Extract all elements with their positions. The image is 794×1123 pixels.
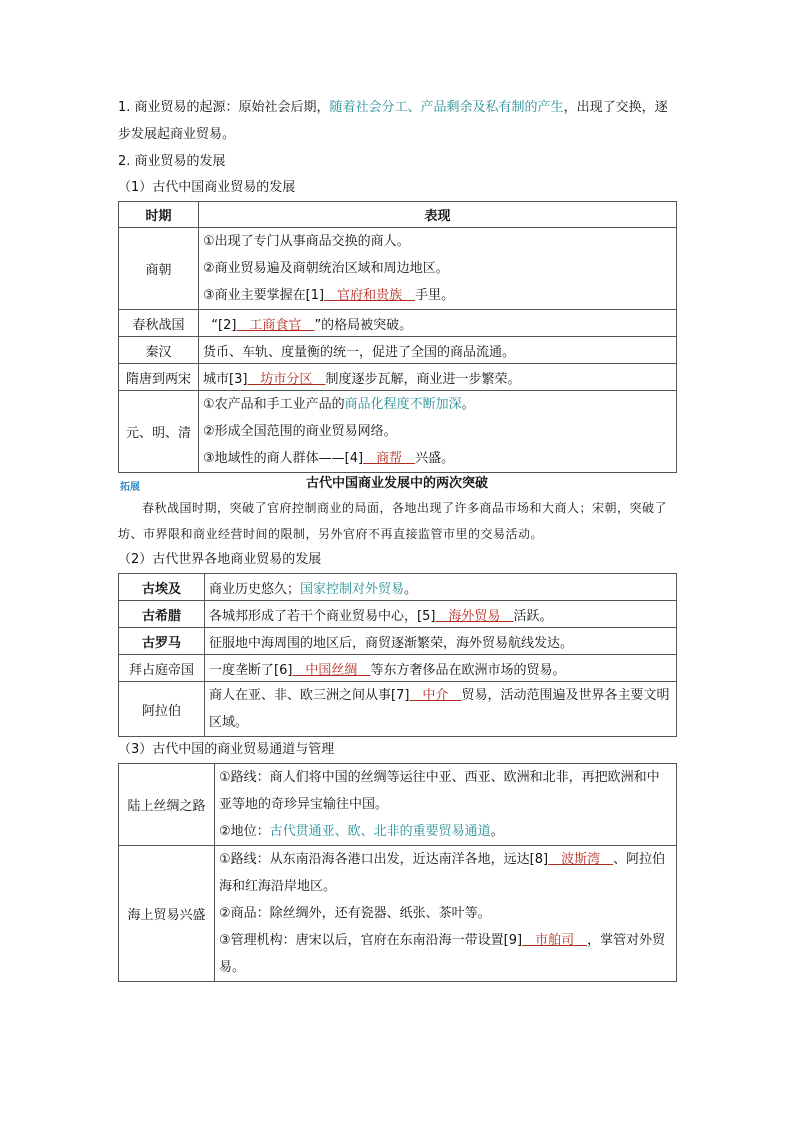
text: 古希腊 (141, 608, 181, 624)
performance-cell: 货币、车轨、度量衡的统一，促进了全国的商品流通。 (199, 337, 677, 364)
period-label: 秦汉 (119, 337, 199, 364)
origin-paragraph (118, 94, 676, 148)
text: 。 (461, 397, 475, 412)
text: ②地位： (219, 824, 270, 839)
table-row-suitang (119, 364, 677, 391)
shang-point-3 (203, 282, 672, 309)
ymq-point-3 (203, 445, 672, 472)
text: 。 (490, 824, 504, 839)
performance-cell (205, 574, 677, 601)
section-3-title: （3）古代中国的商业贸易通道与管理 (118, 742, 335, 757)
text: 制度逐步瓦解，商业进一步繁荣。 (325, 371, 521, 387)
text: 等东方奢侈品在欧洲市场的贸易。 (370, 662, 566, 678)
table-row-yuanmingqing (119, 391, 677, 473)
development-heading: 2. 商业贸易的发展 (118, 154, 226, 169)
region-label (119, 628, 205, 655)
text: 古埃及 (141, 581, 181, 597)
text: 商业历史悠久； (209, 581, 301, 597)
land-status (219, 818, 672, 845)
header-period: 时期 (119, 202, 199, 228)
section-1-title: （1）古代中国商业贸易的发展 (118, 180, 296, 195)
text: 商人在亚、非、欧三洲之间从事[7] (209, 688, 410, 703)
performance-cell (199, 310, 677, 337)
table-row-sea-trade (119, 846, 677, 982)
text: ③商业主要掌握在[1] (203, 288, 325, 303)
extension-header (118, 473, 676, 495)
answer-4: 商帮 (363, 451, 416, 466)
origin-key-point: 随着社会分工、产品剩余及私有制的产生 (329, 100, 564, 115)
shang-point-2: ②商业贸易遍及商朝统治区域和周边地区。 (203, 261, 449, 276)
channels-table (118, 763, 677, 982)
region-label: 拜占庭帝国 (119, 655, 205, 682)
extension-title: 古代中国商业发展中的两次突破 (305, 476, 488, 491)
table-row-land-silk-road (119, 764, 677, 846)
origin-text-end: ，出现了交换，逐步发展起商业贸易。 (118, 100, 668, 142)
sea-management (219, 927, 672, 981)
answer-1: 官府和贵族 (324, 288, 416, 303)
table-row-byzantine (119, 655, 677, 682)
performance-cell (205, 682, 677, 737)
channel-label: 海上贸易兴盛 (119, 846, 215, 982)
origin-text: 1. 商业贸易的起源：原始社会后期， (118, 100, 330, 115)
answer-9: 市舶司 (522, 933, 588, 948)
china-trade-table (118, 201, 677, 473)
table-row-shang (119, 228, 677, 310)
text: 各城邦形成了若干个商业贸易中心，[5] (209, 608, 436, 624)
performance-cell (199, 391, 677, 473)
region-label (119, 601, 205, 628)
text: 兴盛。 (415, 451, 455, 466)
text: 、阿拉伯海和红海沿岸地区。 (219, 852, 666, 894)
ymq-point-1 (203, 391, 672, 418)
text: ③地域性的商人群体——[4] (203, 451, 364, 466)
channel-label: 陆上丝绸之路 (119, 764, 215, 846)
key-point: 国家控制对外贸易 (300, 581, 405, 597)
table-row-chunqiu (119, 310, 677, 337)
extension-tag: 拓展 (120, 482, 140, 493)
text: 。 (404, 581, 418, 597)
table-row-arab (119, 682, 677, 737)
answer-2: 工商食官 (236, 317, 315, 333)
performance-cell (199, 364, 677, 391)
key-point: 古代贯通亚、欧、北非的重要贸易通道 (269, 824, 491, 839)
performance-cell (215, 764, 677, 846)
extension-body: 春秋战国时期，突破了官府控制商业的局面，各地出现了许多商品市场和大商人；宋朝，突破了坊、市界限和商业经营时间的限制，另外官府不再直接监管市里的交易活动。 (118, 501, 668, 541)
text: “[2] (211, 317, 237, 333)
text: 一度垄断了[6] (209, 662, 293, 678)
shang-point-1: ①出现了专门从事商品交换的商人。 (203, 234, 410, 249)
text: 贸易，活动范围遍及世界各主要文明区域。 (209, 688, 670, 730)
answer-3: 坊市分区 (247, 371, 326, 387)
ymq-point-2: ②形成全国范围的商业贸易网络。 (203, 424, 397, 439)
period-label: 春秋战国 (119, 310, 199, 337)
performance-cell (205, 655, 677, 682)
world-trade-table (118, 573, 677, 737)
text: 活跃。 (513, 608, 553, 624)
table-header-row (119, 202, 677, 228)
header-performance: 表现 (199, 202, 677, 228)
text: 手里。 (415, 288, 455, 303)
answer-7: 中介 (409, 688, 462, 703)
key-point: 商品化程度不断加深 (344, 397, 462, 412)
text: 古罗马 (141, 635, 181, 651)
table-row-qinhan (119, 337, 677, 364)
text: ，掌管对外贸易。 (219, 933, 666, 975)
period-label: 商朝 (119, 228, 199, 310)
document-page (118, 94, 676, 982)
performance-cell (215, 846, 677, 982)
sea-goods: ②商品：除丝绸外，还有瓷器、纸张、茶叶等。 (219, 906, 491, 921)
performance-cell (199, 228, 677, 310)
region-label: 阿拉伯 (119, 682, 205, 737)
text: 城市[3] (203, 371, 248, 387)
sea-route (219, 846, 672, 900)
section-2-title: （2）古代世界各地商业贸易的发展 (118, 552, 322, 567)
text: ①农产品和手工业产品的 (203, 397, 345, 412)
period-label: 隋唐到两宋 (119, 364, 199, 391)
performance-cell (205, 601, 677, 628)
answer-5: 海外贸易 (435, 608, 514, 624)
performance-cell: 征服地中海周围的地区后，商贸逐渐繁荣，海外贸易航线发达。 (205, 628, 677, 655)
text: ”的格局被突破。 (314, 317, 413, 333)
period-label: 元、明、清 (119, 391, 199, 473)
land-route: ①路线：商人们将中国的丝绸等运往中亚、西亚、欧洲和北非，再把欧洲和中亚等地的奇珍异宝输往中国。 (219, 770, 660, 812)
answer-6: 中国丝绸 (292, 662, 371, 678)
answer-8: 波斯湾 (548, 852, 614, 867)
table-row-greece (119, 601, 677, 628)
text: ①路线：从东南沿海各港口出发，近达南洋各地，远达[8] (219, 852, 549, 867)
table-row-egypt (119, 574, 677, 601)
table-row-rome (119, 628, 677, 655)
text: ③管理机构：唐宋以后，官府在东南沿海一带设置[9] (219, 933, 523, 948)
region-label (119, 574, 205, 601)
